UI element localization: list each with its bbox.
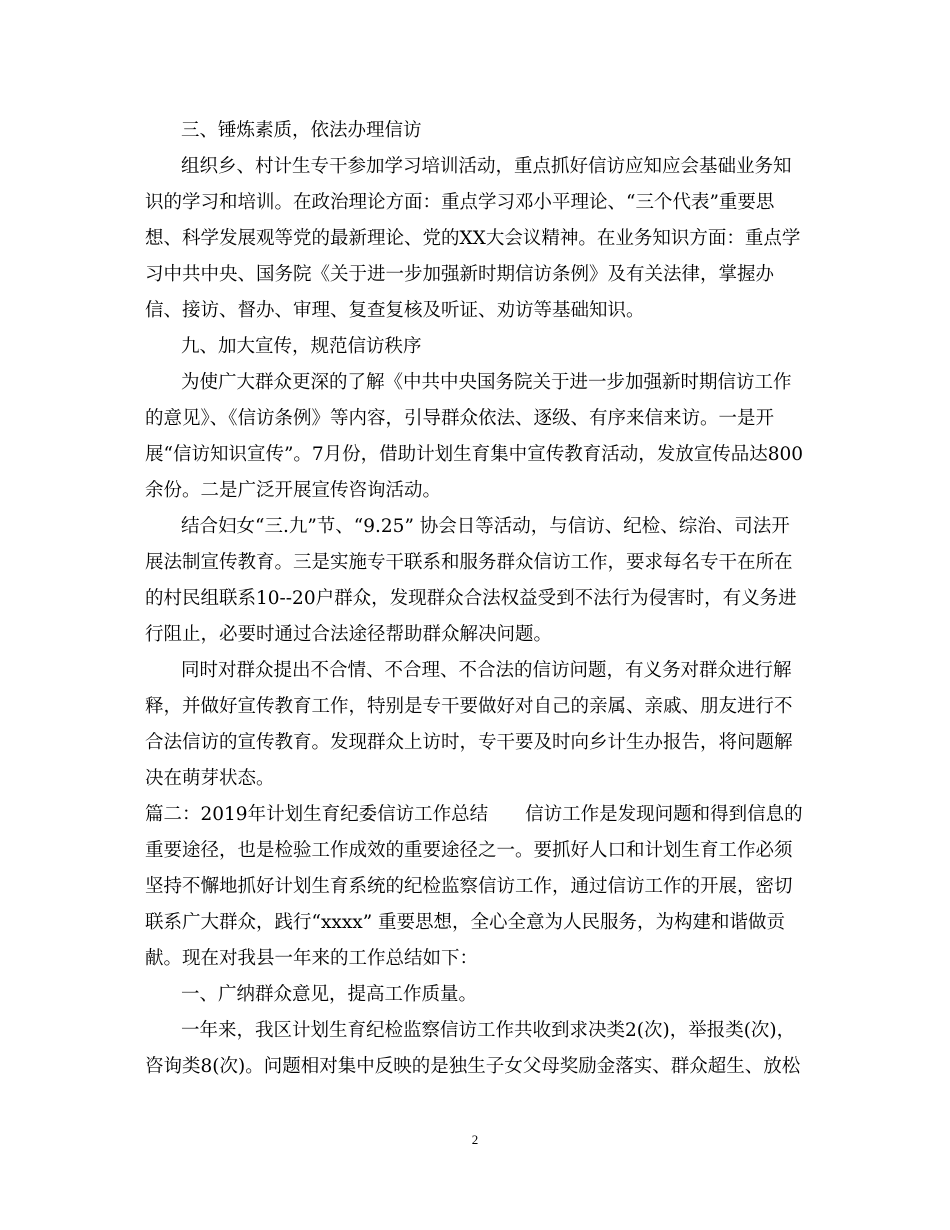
paragraph-line: 的村民组联系10--20户群众，发现群众合法权益受到不法行为侵害时，有义务进	[145, 588, 797, 609]
paragraph-line: 结合妇女“三.九”节、“9.25” 协会日等活动，与信访、纪检、综治、司法开	[181, 516, 790, 537]
paragraph-line: 一年来，我区计划生育纪检监察信访工作共收到求决类2(次)，举报类(次)，	[181, 1020, 796, 1041]
paragraph-line: 习中共中央、国务院《关于进一步加强新时期信访条例》及有关法律，掌握办	[145, 264, 775, 285]
paragraph-line: 释，并做好宣传教育工作，特别是专干要做好对自己的亲属、亲戚、朋友进行不	[145, 696, 793, 717]
paragraph-line: 联系广大群众，践行“xxxx” 重要思想，全心全意为人民服务，为构建和谐做贡	[145, 912, 786, 933]
paragraph-line: 信、接访、督办、审理、复查复核及听证、劝访等基础知识。	[145, 300, 645, 321]
paragraph-line: 组织乡、村计生专干参加学习培训活动，重点抓好信访应知应会基础业务知	[181, 156, 792, 177]
paragraph-line: 决在萌芽状态。	[145, 768, 275, 789]
paragraph-line: 展法制宣传教育。三是实施专干联系和服务群众信访工作，要求每名专干在所在	[145, 552, 793, 573]
paragraph-line: 展“信访知识宣传”。7月份，借助计划生育集中宣传教育活动，发放宣传品达800	[145, 444, 803, 465]
paragraph-line: 的意见》、《信访条例》等内容，引导群众依法、逐级、有序来信来访。一是开	[145, 408, 775, 429]
paragraph-line: 重要途径，也是检验工作成效的重要途径之一。要抓好人口和计划生育工作必须	[145, 840, 793, 861]
paragraph-line: 坚持不懈地抓好计划生育系统的纪检监察信访工作，通过信访工作的开展，密切	[145, 876, 793, 897]
section-heading: 一、广纳群众意见，提高工作质量。	[181, 984, 478, 1005]
paragraph-line: 献。现在对我县一年来的工作总结如下：	[145, 948, 479, 969]
section-heading: 三、锤炼素质，依法办理信访	[181, 120, 422, 141]
paragraph-line: 合法信访的宣传教育。发现群众上访时，专干要及时向乡计生办报告，将问题解	[145, 732, 793, 753]
chapter-heading-line: 篇二：2019年计划生育纪委信访工作总结 信访工作是发现问题和得到信息的	[145, 804, 803, 825]
paragraph-line: 咨询类8(次)。问题相对集中反映的是独生子女父母奖励金落实、群众超生、放松	[145, 1056, 801, 1077]
paragraph-line: 余份。二是广泛开展宣传咨询活动。	[145, 480, 442, 501]
page-number: 2	[471, 1132, 479, 1147]
paragraph-line: 想、科学发展观等党的最新理论、党的XX大会议精神。在业务知识方面：重点学	[145, 228, 801, 249]
paragraph-line: 同时对群众提出不合情、不合理、不合法的信访问题，有义务对群众进行解	[181, 660, 792, 681]
paragraph-line: 识的学习和培训。在政治理论方面：重点学习邓小平理论、“三个代表”重要思	[145, 192, 775, 213]
paragraph-line: 为使广大群众更深的了解《中共中央国务院关于进一步加强新时期信访工作	[181, 372, 792, 393]
paragraph-line: 行阻止，必要时通过合法途径帮助群众解决问题。	[145, 624, 553, 645]
section-heading: 九、加大宣传，规范信访秩序	[181, 336, 422, 357]
